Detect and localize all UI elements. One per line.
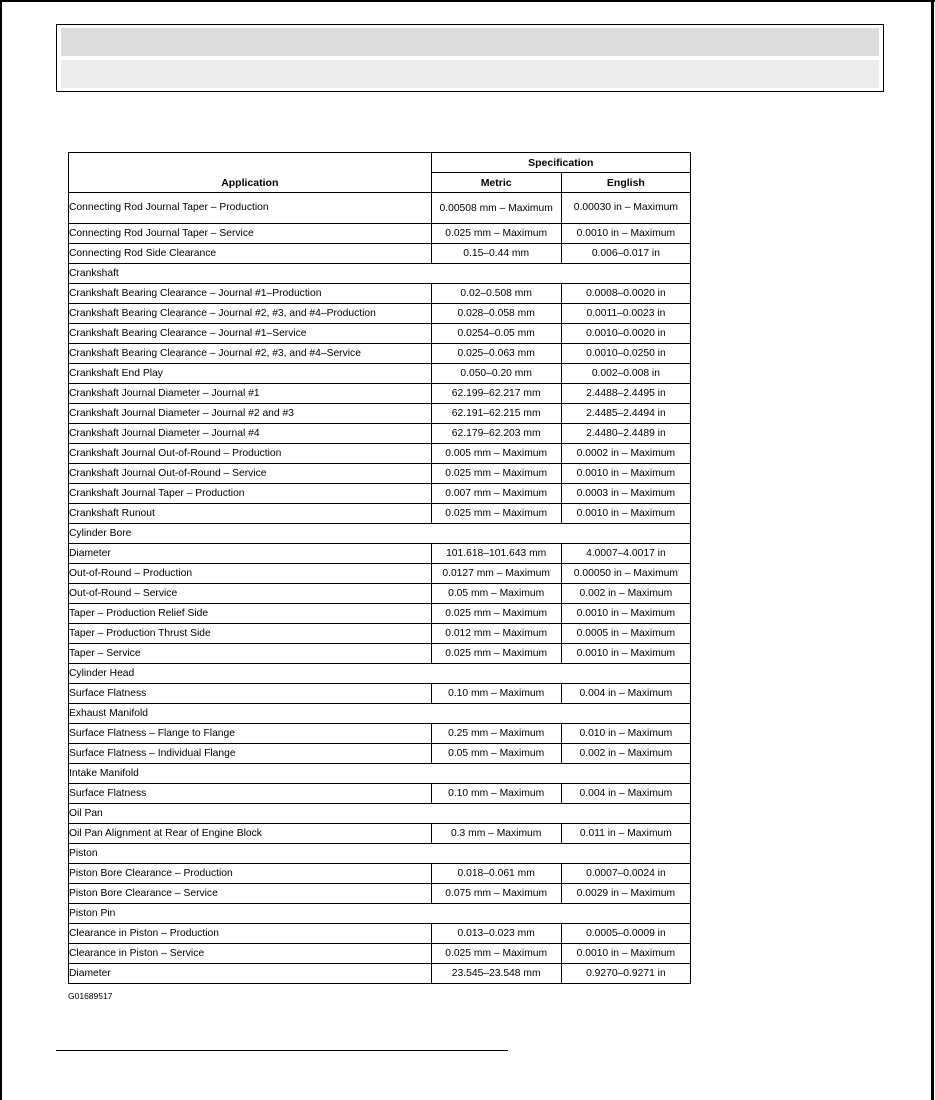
metric-cell: 0.025 mm – Maximum	[431, 604, 561, 624]
english-cell: 0.0010 in – Maximum	[561, 944, 690, 964]
table-row	[69, 644, 691, 664]
table-row	[69, 284, 691, 304]
metric-cell: 0.025–0.063 mm	[431, 344, 561, 364]
application-cell: Crankshaft Runout	[69, 504, 432, 524]
english-cell: 0.0010 in – Maximum	[561, 604, 690, 624]
application-header: Application	[69, 153, 432, 193]
table-row	[69, 304, 691, 324]
section-row	[69, 804, 691, 824]
application-cell: Surface Flatness	[69, 684, 432, 704]
section-label: Piston Pin	[69, 904, 691, 924]
section-label: Exhaust Manifold	[69, 704, 691, 724]
metric-cell: 0.05 mm – Maximum	[431, 584, 561, 604]
table-row	[69, 864, 691, 884]
header-bar-subtitle	[61, 60, 879, 88]
english-cell: 0.004 in – Maximum	[561, 684, 690, 704]
metric-cell: 101.618–101.643 mm	[431, 544, 561, 564]
footnote-rule	[56, 1050, 508, 1051]
english-cell: 0.004 in – Maximum	[561, 784, 690, 804]
figure-id: G01689517	[68, 991, 113, 1001]
page-border-left	[0, 0, 2, 1100]
table-row	[69, 504, 691, 524]
metric-cell: 0.0254–0.05 mm	[431, 324, 561, 344]
english-cell: 2.4485–2.4494 in	[561, 404, 690, 424]
metric-cell: 0.012 mm – Maximum	[431, 624, 561, 644]
table-row	[69, 344, 691, 364]
application-cell: Crankshaft Journal Out-of-Round – Production	[69, 444, 432, 464]
application-cell: Taper – Production Thrust Side	[69, 624, 432, 644]
section-row	[69, 704, 691, 724]
application-cell: Crankshaft Bearing Clearance – Journal #1–Service	[69, 324, 432, 344]
english-cell: 0.00050 in – Maximum	[561, 564, 690, 584]
metric-cell: 0.005 mm – Maximum	[431, 444, 561, 464]
section-row	[69, 904, 691, 924]
english-cell: 0.011 in – Maximum	[561, 824, 690, 844]
metric-cell: 0.02–0.508 mm	[431, 284, 561, 304]
metric-cell: 0.15–0.44 mm	[431, 244, 561, 264]
application-cell: Clearance in Piston – Service	[69, 944, 432, 964]
application-cell: Out-of-Round – Service	[69, 584, 432, 604]
table-row	[69, 924, 691, 944]
table-row	[69, 944, 691, 964]
metric-cell: 0.007 mm – Maximum	[431, 484, 561, 504]
application-cell: Diameter	[69, 964, 432, 984]
specification-header: Specification	[431, 153, 690, 173]
section-row	[69, 764, 691, 784]
english-cell: 0.0005–0.0009 in	[561, 924, 690, 944]
table-row	[69, 604, 691, 624]
table-row	[69, 684, 691, 704]
application-cell: Crankshaft Journal Diameter – Journal #2 and #3	[69, 404, 432, 424]
english-cell: 4.0007–4.0017 in	[561, 544, 690, 564]
table-row	[69, 404, 691, 424]
english-cell: 2.4488–2.4495 in	[561, 384, 690, 404]
english-cell: 0.0010–0.0020 in	[561, 324, 690, 344]
section-row	[69, 844, 691, 864]
table-row	[69, 224, 691, 244]
table-row	[69, 364, 691, 384]
table-row	[69, 824, 691, 844]
table-row	[69, 193, 691, 224]
english-cell: 0.002–0.008 in	[561, 364, 690, 384]
metric-cell: 0.013–0.023 mm	[431, 924, 561, 944]
metric-cell: 0.025 mm – Maximum	[431, 944, 561, 964]
application-cell: Connecting Rod Journal Taper – Service	[69, 224, 432, 244]
metric-cell: 0.018–0.061 mm	[431, 864, 561, 884]
english-header: English	[561, 173, 690, 193]
section-row	[69, 264, 691, 284]
table-row	[69, 784, 691, 804]
application-cell: Surface Flatness – Individual Flange	[69, 744, 432, 764]
english-cell: 0.006–0.017 in	[561, 244, 690, 264]
table-row	[69, 724, 691, 744]
english-cell: 0.0005 in – Maximum	[561, 624, 690, 644]
specification-table	[68, 152, 691, 984]
english-cell: 0.0002 in – Maximum	[561, 444, 690, 464]
metric-cell: 23.545–23.548 mm	[431, 964, 561, 984]
english-cell: 2.4480–2.4489 in	[561, 424, 690, 444]
metric-cell: 0.00508 mm – Maximum	[431, 193, 561, 224]
table-row	[69, 464, 691, 484]
english-cell: 0.0011–0.0023 in	[561, 304, 690, 324]
english-cell: 0.0003 in – Maximum	[561, 484, 690, 504]
table-row	[69, 424, 691, 444]
english-cell: 0.010 in – Maximum	[561, 724, 690, 744]
section-label: Piston	[69, 844, 691, 864]
application-cell: Diameter	[69, 544, 432, 564]
metric-cell: 0.05 mm – Maximum	[431, 744, 561, 764]
table-row	[69, 484, 691, 504]
english-cell: 0.9270–0.9271 in	[561, 964, 690, 984]
table-row	[69, 564, 691, 584]
table-row	[69, 384, 691, 404]
english-cell: 0.00030 in – Maximum	[561, 193, 690, 224]
application-cell: Out-of-Round – Production	[69, 564, 432, 584]
english-cell: 0.0010–0.0250 in	[561, 344, 690, 364]
application-cell: Crankshaft Bearing Clearance – Journal #2, #3, and #4–Production	[69, 304, 432, 324]
metric-cell: 0.3 mm – Maximum	[431, 824, 561, 844]
english-cell: 0.0007–0.0024 in	[561, 864, 690, 884]
specification-table-body	[69, 193, 691, 984]
metric-cell: 62.199–62.217 mm	[431, 384, 561, 404]
table-row	[69, 584, 691, 604]
metric-cell: 62.179–62.203 mm	[431, 424, 561, 444]
table-row	[69, 884, 691, 904]
application-cell: Taper – Service	[69, 644, 432, 664]
application-cell: Crankshaft Journal Diameter – Journal #1	[69, 384, 432, 404]
application-cell: Clearance in Piston – Production	[69, 924, 432, 944]
metric-cell: 0.0127 mm – Maximum	[431, 564, 561, 584]
english-cell: 0.0029 in – Maximum	[561, 884, 690, 904]
english-cell: 0.002 in – Maximum	[561, 584, 690, 604]
section-label: Oil Pan	[69, 804, 691, 824]
table-row	[69, 744, 691, 764]
application-cell: Surface Flatness	[69, 784, 432, 804]
application-cell: Crankshaft Bearing Clearance – Journal #2, #3, and #4–Service	[69, 344, 432, 364]
application-cell: Crankshaft Bearing Clearance – Journal #1–Production	[69, 284, 432, 304]
application-cell: Connecting Rod Journal Taper – Production	[69, 193, 432, 224]
metric-cell: 0.050–0.20 mm	[431, 364, 561, 384]
table-row	[69, 444, 691, 464]
application-cell: Crankshaft Journal Taper – Production	[69, 484, 432, 504]
section-row	[69, 524, 691, 544]
metric-cell: 62.191–62.215 mm	[431, 404, 561, 424]
section-label: Intake Manifold	[69, 764, 691, 784]
metric-cell: 0.025 mm – Maximum	[431, 504, 561, 524]
table-row	[69, 624, 691, 644]
metric-cell: 0.025 mm – Maximum	[431, 644, 561, 664]
application-cell: Oil Pan Alignment at Rear of Engine Block	[69, 824, 432, 844]
application-cell: Connecting Rod Side Clearance	[69, 244, 432, 264]
metric-cell: 0.025 mm – Maximum	[431, 464, 561, 484]
metric-cell: 0.028–0.058 mm	[431, 304, 561, 324]
application-cell: Crankshaft Journal Out-of-Round – Service	[69, 464, 432, 484]
english-cell: 0.0010 in – Maximum	[561, 224, 690, 244]
english-cell: 0.0008–0.0020 in	[561, 284, 690, 304]
table-row	[69, 544, 691, 564]
table-row	[69, 244, 691, 264]
english-cell: 0.002 in – Maximum	[561, 744, 690, 764]
application-cell: Crankshaft End Play	[69, 364, 432, 384]
metric-cell: 0.10 mm – Maximum	[431, 684, 561, 704]
section-row	[69, 664, 691, 684]
english-cell: 0.0010 in – Maximum	[561, 464, 690, 484]
metric-cell: 0.10 mm – Maximum	[431, 784, 561, 804]
header-bar-title	[61, 28, 879, 56]
application-cell: Piston Bore Clearance – Production	[69, 864, 432, 884]
table-row	[69, 324, 691, 344]
application-cell: Piston Bore Clearance – Service	[69, 884, 432, 904]
english-cell: 0.0010 in – Maximum	[561, 644, 690, 664]
page-border-top	[0, 0, 935, 2]
section-label: Crankshaft	[69, 264, 691, 284]
metric-cell: 0.25 mm – Maximum	[431, 724, 561, 744]
section-label: Cylinder Head	[69, 664, 691, 684]
application-cell: Taper – Production Relief Side	[69, 604, 432, 624]
application-cell: Surface Flatness – Flange to Flange	[69, 724, 432, 744]
metric-cell: 0.075 mm – Maximum	[431, 884, 561, 904]
table-row	[69, 964, 691, 984]
application-cell: Crankshaft Journal Diameter – Journal #4	[69, 424, 432, 444]
page-header-box	[56, 24, 884, 92]
english-cell: 0.0010 in – Maximum	[561, 504, 690, 524]
metric-header: Metric	[431, 173, 561, 193]
page-border-right	[931, 0, 934, 1100]
section-label: Cylinder Bore	[69, 524, 691, 544]
metric-cell: 0.025 mm – Maximum	[431, 224, 561, 244]
